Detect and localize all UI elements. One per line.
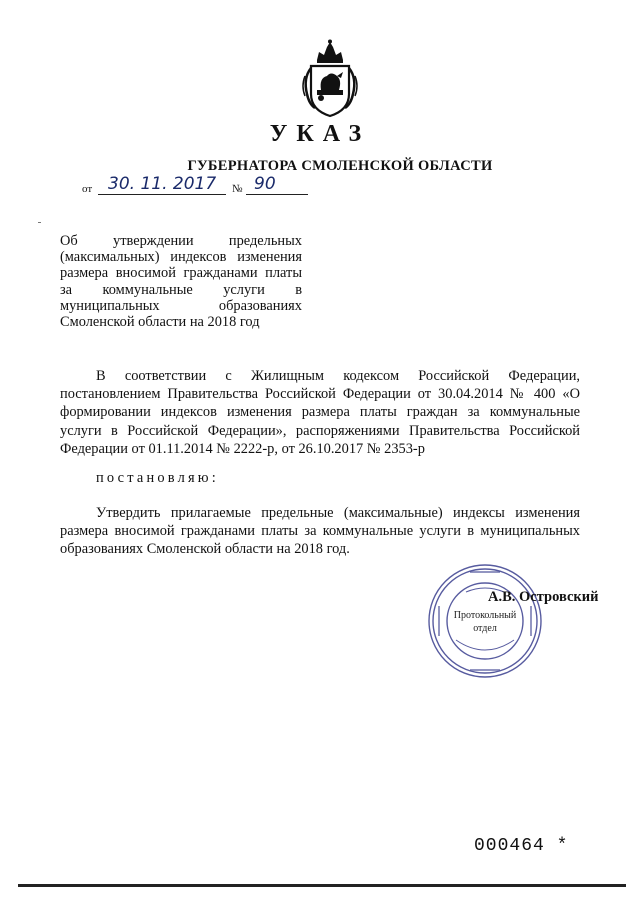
subject-line: размера вносимой гражданами платы [60,265,302,282]
subject-line: Смоленской области на 2018 год [60,314,260,331]
document-type-title: УКАЗ [269,121,371,147]
signatory-name: А.В. Островский [488,589,599,605]
decree-word: постановляю: [96,470,219,486]
subject-line: (максимальных) индексов изменения [60,249,302,266]
stamp-text-line: отдел [473,623,497,634]
margin-mark [38,222,41,223]
resolution-paragraph: Утвердить прилагаемые предельные (максимальные) индексы изменения размера вносимой гражданами платы за коммунальные услуги в муниципальных образованиях Смоленской области на 2018 год. [60,505,580,558]
number-value: 90 [254,174,276,194]
subject-line: Об утверждении предельных [60,233,302,249]
document-serial-number: 000464 * [474,836,569,856]
official-stamp-icon [426,562,544,680]
date-prefix: от [82,183,93,195]
date-value: 30. 11. 2017 [108,174,217,194]
subject-line: муниципальных образованиях [60,297,302,314]
preamble-paragraph: В соответствии с Жилищным кодексом Российской Федерации, постановлением Правительства Российской Федерации от 30.04.2014 № 400 «О формировании индексов изменения размера платы граждан за коммунальные услуги в Российской Федерации», распоряжениями Правительства Российской Федерации от 01.11.2014 № 2222-р, от 26.10.2017 № 2353-р [60,368,580,457]
date-number-row [82,176,342,198]
subject-block [60,233,302,330]
coat-of-arms-icon [297,38,363,118]
bottom-rule [18,884,626,887]
stamp-text-line: Протокольный [453,610,517,621]
issuer-heading: ГУБЕРНАТОРА СМОЛЕНСКОЙ ОБЛАСТИ [187,158,493,174]
number-prefix: № [232,183,243,195]
subject-line: за коммунальные услуги в [60,281,302,298]
